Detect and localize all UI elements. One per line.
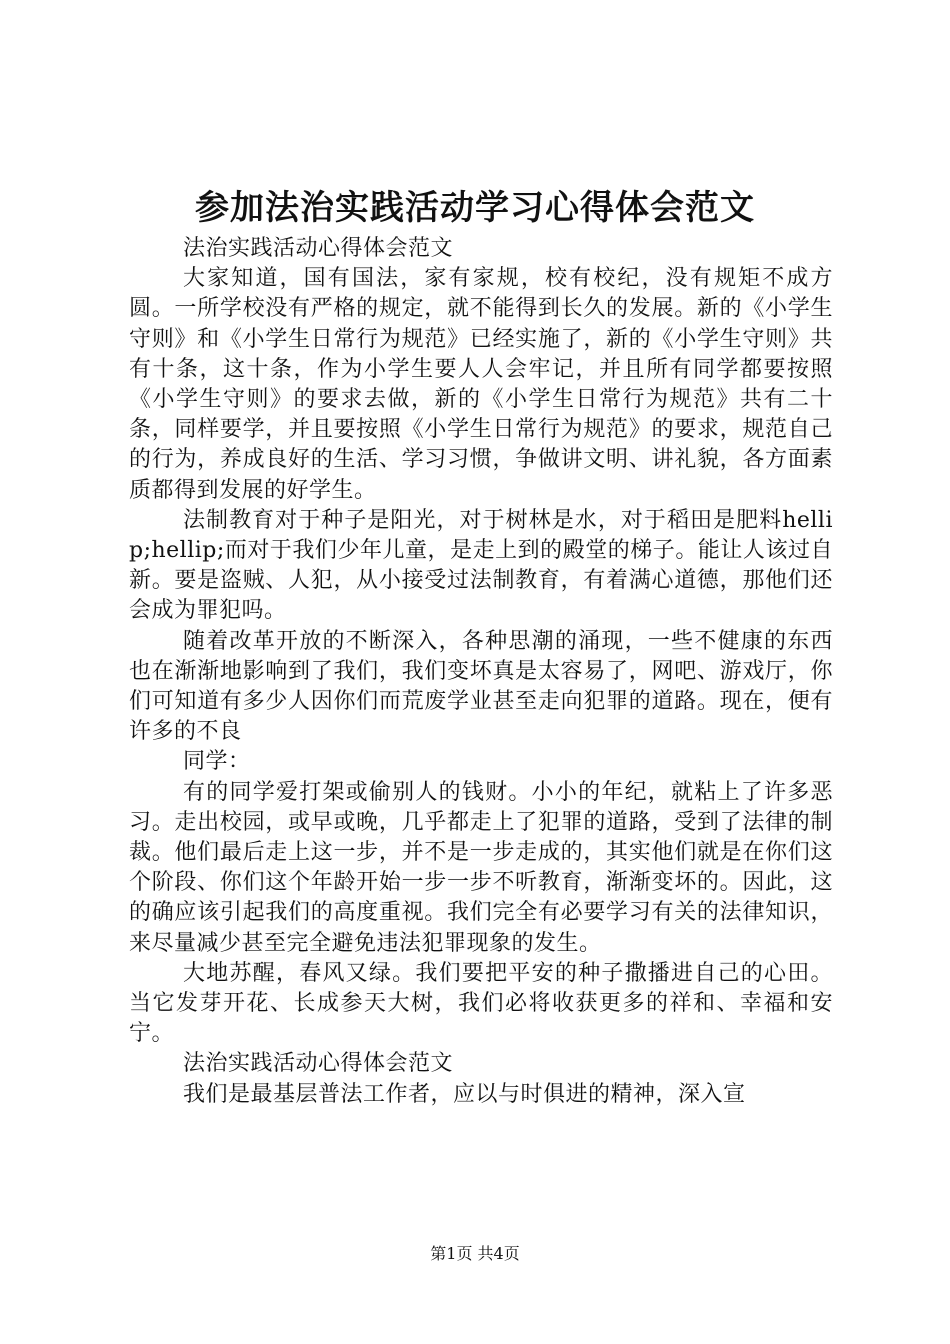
subtitle-paragraph: 法治实践活动心得体会范文 (183, 1051, 454, 1077)
body-paragraph: 有的同学爱打架或偷别人的钱财。小小的年纪，就粘上了许多恶习。走出校园，或早或晚，几乎都走上了犯罪的道路，受到了法律的制裁。他们最后走上这一步，并不是一步走成的，其实他们就是在你们这个阶段、你们这个年龄开始一步一步不听教育，渐渐变坏的。因此，这的确应该引起我们的高度重视。我们完全有必要学习有关的法律知识，来尽量减少甚至完全避免违法犯罪现象的发生。 (129, 779, 833, 956)
document-title: 参加法治实践活动学习心得体会范文 (195, 188, 755, 228)
body-paragraph: 法制教育对于种子是阳光，对于树林是水，对于稻田是肥料hellip;hellip;而对于我们少年儿童，是走上到的殿堂的梯子。能让人该过自新。要是盗贼、人犯，从小接受过法制教育，有着满心道德，那他们还会成为罪犯吗。 (129, 507, 833, 624)
body-paragraph: 大地苏醒，春风又绿。我们要把平安的种子撒播进自己的心田。当它发芽开花、长成参天大树，我们必将收获更多的祥和、幸福和安宁。 (129, 960, 833, 1047)
body-paragraph: 同学： (183, 749, 251, 775)
body-paragraph: 随着改革开放的不断深入，各种思潮的涌现，一些不健康的东西也在渐渐地影响到了我们，我们变坏真是太容易了，网吧、游戏厅，你们可知道有多少人因你们而荒废学业甚至走向犯罪的道路。现在，便有许多的不良 (129, 628, 833, 745)
document-body (129, 234, 833, 1110)
subtitle-paragraph: 法治实践活动心得体会范文 (183, 236, 454, 261)
body-paragraph: 大家知道，国有国法，家有家规，校有校纪，没有规矩不成方圆。一所学校没有严格的规定，就不能得到长久的发展。新的《小学生守则》和《小学生日常行为规范》已经实施了，新的《小学生守则》共有十条，这十条，作为小学生要人人会牢记，并且所有同学都要按照《小学生守则》的要求去做，新的《小学生日常行为规范》共有二十条，同样要学，并且要按照《小学生日常行为规范》的要求，规范自己的行为，养成良好的生活、学习习惯，争做讲文明、讲礼貌，各方面素质都得到发展的好学生。 (129, 266, 833, 503)
page-footer: 第1页 共4页 (430, 1244, 520, 1263)
body-paragraph: 我们是最基层普法工作者，应以与时俱进的精神，深入宣 (183, 1081, 746, 1107)
